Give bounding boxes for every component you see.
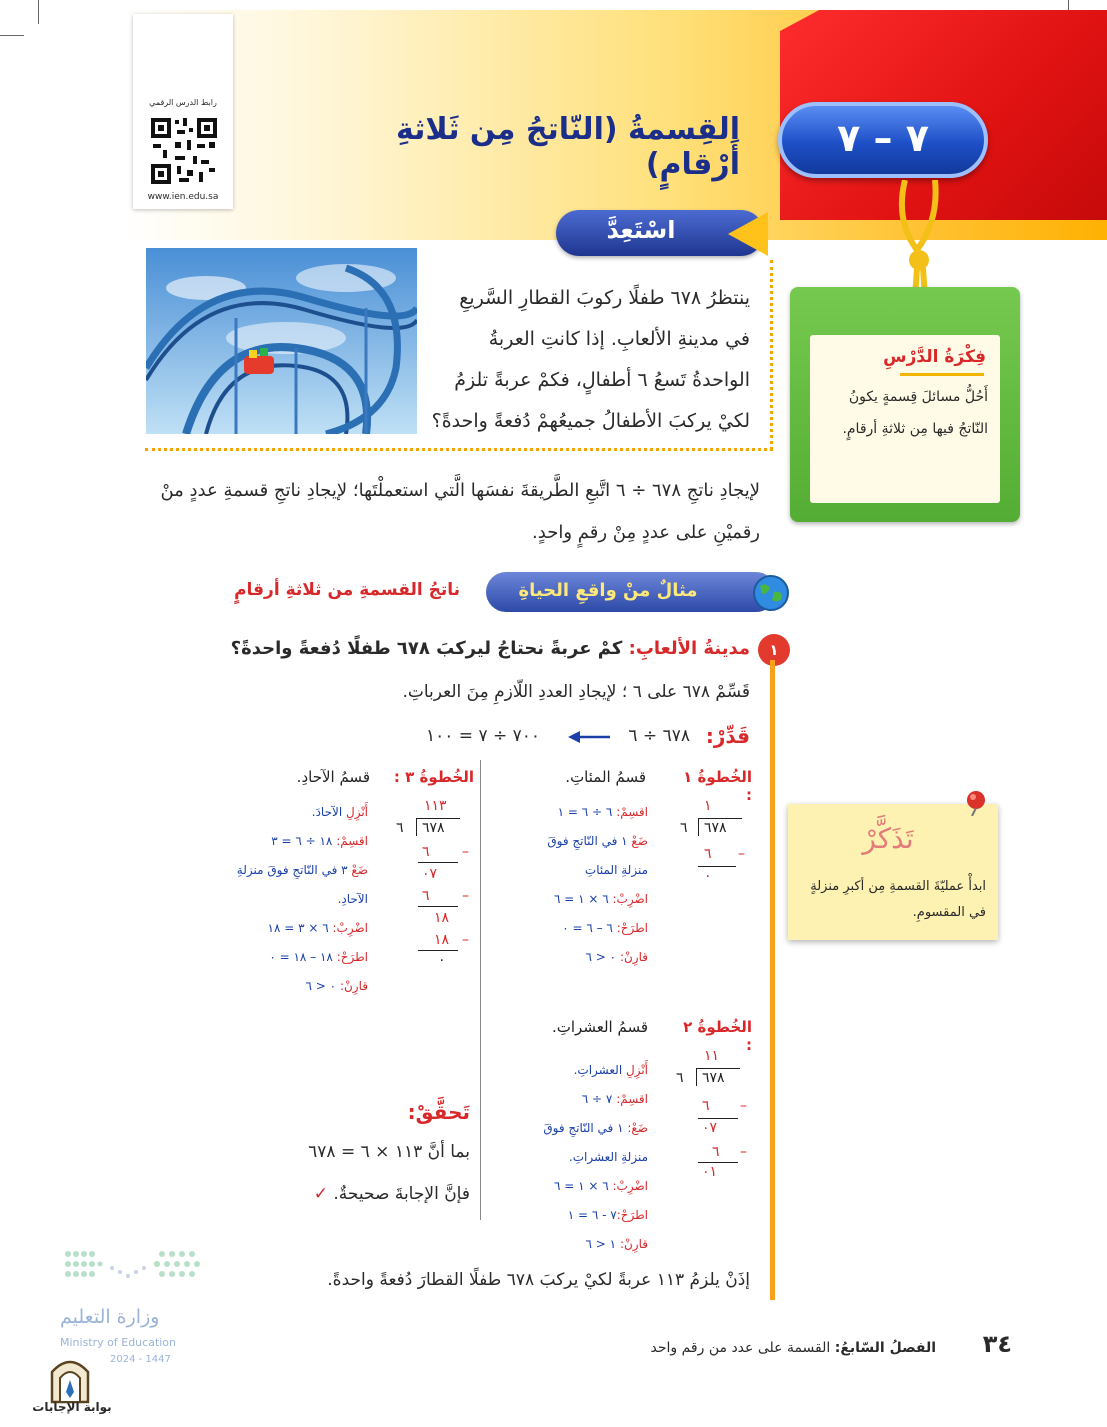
footer-chapter-line	[576, 1340, 936, 1356]
division-bar	[698, 818, 742, 819]
check-conclusion	[260, 1184, 470, 1204]
crop-mark	[38, 0, 39, 24]
step-line	[488, 827, 648, 856]
lesson-number: ٧ – ٧	[837, 116, 929, 160]
step-keyword: اطرَحْ:	[616, 921, 648, 935]
subtract-line	[418, 950, 458, 951]
step-value: ٦ × ١ = ٦	[553, 892, 613, 906]
step-value: العشراتِ.	[573, 1063, 626, 1077]
step-value: ١ < ٦	[585, 1237, 620, 1251]
lesson-idea-title: فِكْرَةُ الدَّرْسِ	[883, 347, 986, 367]
accent-bar	[770, 660, 775, 1300]
lesson-idea-text: أَحُلُّ مسائلَ قِسمةٍ يكونُ النّاتجُ فيها مِن ثلاثةِ أرقامٍ.	[842, 389, 988, 437]
step1-divisor: ٦	[680, 820, 688, 836]
answers-gate-text[interactable]: بوابة الإجابات	[32, 1400, 112, 1414]
step-keyword: اضْرِبْ:	[332, 921, 368, 935]
step-value: ١٨ ÷ ٦ = ٣	[271, 834, 337, 848]
step-value: منزلةِ المئاتِ	[584, 863, 648, 877]
step-value: ٧ - ٦ = ١	[567, 1208, 617, 1222]
check-conclusion-text: فإنَّ الإجابةَ صحيحةٌ.	[333, 1184, 470, 1204]
step3-subtitle: قسمُ الآحادِ.	[296, 768, 370, 786]
footer-chapter-title: القسمة على عدد من رقم واحد	[650, 1340, 835, 1356]
step-keyword: اقسِمْ:	[616, 1092, 648, 1106]
division-bracket	[696, 1068, 697, 1086]
step-line	[488, 1230, 648, 1259]
step3-quotient: ١١٣	[424, 798, 447, 814]
qr-label: رابط الدرس الرقمي	[149, 98, 217, 107]
step3-subtrahend2: ٦	[422, 888, 430, 904]
dotted-divider	[145, 448, 773, 451]
rope-icon	[895, 180, 945, 300]
step3-divisor: ٦	[396, 820, 404, 836]
subtract-line	[418, 862, 458, 863]
subtract-line	[698, 1118, 738, 1119]
step-value: ٦ – ٦ = ٠	[562, 921, 617, 935]
division-bracket	[416, 818, 417, 836]
step-value: الآحادِ.	[337, 892, 368, 906]
ready-problem-text: ينتظرُ ٦٧٨ طفلًا ركوبَ القطارِ السَّريعِ في مدينةِ الألعابِ. إذا كانتِ العربةُ الواحدةُ تَسعُ ٦ أطفالٍ، فكمْ عربةً تلزمُ لكيْ يركبَ الأطفالُ جميعُهمْ دُفعةً واحدةً؟	[431, 287, 750, 432]
step-keyword: ضَعْ:	[627, 1121, 648, 1135]
step-keyword: اقسِمْ:	[616, 805, 648, 819]
step2-subtrahend2: ٦	[712, 1144, 720, 1160]
ministry-name-english: Ministry of Education	[60, 1336, 177, 1349]
step-keyword: اطرَحْ:	[336, 950, 368, 964]
step-value: ٧ ÷ ٦	[581, 1092, 617, 1106]
step1-remainder: ٠	[704, 868, 712, 884]
step-keyword: أَنْزِلِ	[345, 805, 368, 819]
minus-sign: –	[462, 844, 469, 860]
remember-note	[788, 804, 998, 940]
step2-explanation	[488, 1056, 648, 1259]
step-line	[488, 1056, 648, 1085]
dotted-divider	[770, 260, 773, 450]
example-instruction: قَسِّمْ ٦٧٨ على ٦ ؛ لإيجادِ العددِ اللّازمِ مِنَ العرباتِ.	[402, 682, 750, 702]
example-conclusion: إذَنْ يلزمُ ١١٣ عربةً لكيْ يركبَ ٦٧٨ طفلًا القطارَ دُفعةً واحدةً.	[327, 1270, 750, 1290]
example-subtitle: ناتجُ القسمةِ من ثلاثةِ أرقامٍ	[234, 580, 460, 600]
ready-arrow-icon	[728, 212, 768, 256]
step1-subtitle: قسمُ المئاتِ.	[565, 768, 646, 786]
ready-label: اسْتَعِدَّ	[606, 216, 676, 244]
step1-subtrahend: ٦	[704, 846, 712, 862]
estimate-label: قَدِّرْ:	[705, 724, 750, 748]
roller-coaster-image	[146, 248, 417, 434]
step-keyword: اطرَحْ:	[616, 1208, 648, 1222]
step-value: ١ في النّاتجِ فوقَ	[547, 834, 632, 848]
step2-remainder: ٠١	[702, 1164, 718, 1180]
step-keyword: اقسِمْ:	[336, 834, 368, 848]
lesson-idea-panel	[810, 335, 1000, 503]
step2-subtitle: قسمُ العشراتِ.	[552, 1018, 648, 1036]
step3-row3: ١٨	[434, 910, 450, 926]
step-value: ٠ < ٦	[585, 950, 620, 964]
qr-card[interactable]	[133, 14, 233, 209]
step-line	[488, 1085, 648, 1114]
page-number: ٣٤	[982, 1330, 1012, 1358]
pushpin-icon	[962, 788, 990, 816]
step-keyword: اضْرِبْ:	[612, 892, 648, 906]
intro-paragraph: لإيجادِ ناتجِ ٦٧٨ ÷ ٦ اتَّبعِ الطَّريقةَ نفسَها الَّتي استعملْتَها؛ لإيجادِ ناتجِ قسمةِ عددٍ منْ رقميْنِ على عددٍ مِنْ رقمٍ واحدٍ.	[160, 480, 760, 543]
step-value: ١ في النّاتجِ فوقَ	[543, 1121, 628, 1135]
step-value: منزلةِ العشراتِ.	[568, 1150, 648, 1164]
minus-sign: –	[462, 932, 469, 948]
ministry-logo-icon	[62, 1248, 202, 1288]
lesson-idea-card	[790, 287, 1020, 522]
step-line	[176, 914, 368, 943]
step-line	[488, 1201, 648, 1230]
step-keyword: قارِنْ:	[339, 979, 368, 993]
step-line	[176, 885, 368, 914]
step3-long-division	[388, 796, 478, 976]
step3-explanation	[176, 798, 368, 1001]
subtract-line	[418, 906, 458, 907]
step-value: ٦ ÷ ٦ = ١	[557, 805, 617, 819]
step-line	[488, 1114, 648, 1143]
example-question-text: كمْ عربةً نحتاجُ ليركبَ ٦٧٨ طفلًا دُفعةً واحدةً؟	[230, 638, 629, 659]
step1-quotient: ١	[704, 798, 712, 814]
step-value: ٠ < ٦	[305, 979, 340, 993]
qr-code-icon[interactable]	[149, 116, 219, 186]
step-value: ١٨ – ١٨ = ٠	[269, 950, 337, 964]
crop-mark	[0, 35, 24, 36]
estimate-result: ٧٠٠ ÷ ٧ = ١٠٠	[426, 726, 541, 746]
step2-subtrahend1: ٦	[702, 1098, 710, 1114]
step-keyword: أَنْزِلِ	[625, 1063, 648, 1077]
step1-dividend: ٦٧٨	[704, 820, 727, 836]
step2-long-division	[668, 1046, 758, 1186]
step3-title: الخُطوةُ ٣ :	[393, 768, 474, 786]
step-value: ٦ × ١ = ٦	[553, 1179, 613, 1193]
step-line	[176, 943, 368, 972]
step-line	[488, 885, 648, 914]
division-bar	[416, 818, 460, 819]
subtract-line	[698, 1162, 738, 1163]
step2-quotient: ١١	[704, 1048, 720, 1064]
step1-explanation	[488, 798, 648, 972]
left-arrow-icon	[568, 730, 610, 744]
title-underline	[900, 373, 984, 376]
footer-chapter-label: الفصلُ السّابعُ:	[834, 1340, 936, 1356]
example-label: مثالٌ منْ واقعِ الحياةِ	[518, 580, 698, 601]
minus-sign: –	[740, 1144, 747, 1160]
ministry-name-arabic: وزارة التعليم	[60, 1306, 160, 1328]
step3-subtrahend3: ١٨	[434, 932, 450, 948]
step-keyword: قارِنْ:	[619, 1237, 648, 1251]
remember-title: تَذَكَّرْ	[862, 822, 914, 855]
division-bracket	[698, 818, 699, 836]
step3-subtrahend1: ٦	[422, 844, 430, 860]
step-line	[488, 798, 648, 827]
globe-icon	[752, 574, 790, 612]
step-line	[488, 1172, 648, 1201]
step-line	[488, 856, 648, 885]
ministry-year: 2024 - 1447	[110, 1354, 171, 1365]
qr-url[interactable]: www.ien.edu.sa	[147, 192, 219, 202]
step1-long-division	[676, 796, 756, 906]
step-line	[488, 914, 648, 943]
example-banner	[486, 572, 776, 612]
lesson-title: القِسمةُ (النّاتجُ مِن ثَلاثةِ أَرْقامٍ)	[395, 112, 740, 182]
example-question-label: مدينةُ الألعابِ:	[628, 638, 750, 659]
step2-row2: ٠٧	[702, 1120, 718, 1136]
step1-title: الخُطوةُ ١ :	[683, 768, 752, 804]
check-statement: بما أنَّ ١١٣ × ٦ = ٦٧٨	[308, 1142, 470, 1162]
step-value: ٦ × ٣ = ١٨	[267, 921, 333, 935]
minus-sign: –	[740, 1098, 747, 1114]
step-line	[488, 943, 648, 972]
step-keyword: ضَعْ	[351, 863, 368, 877]
minus-sign: –	[738, 846, 745, 862]
minus-sign: –	[462, 888, 469, 904]
step3-row2: ٠٧	[422, 866, 438, 882]
step2-dividend: ٦٧٨	[702, 1070, 725, 1086]
check-title: تَحقَّقْ:	[407, 1100, 470, 1124]
subtract-line	[698, 866, 736, 867]
step2-title: الخُطوةُ ٢ :	[683, 1018, 752, 1054]
step-line	[176, 972, 368, 1001]
checkmark-icon: ✓	[313, 1184, 328, 1204]
step3-remainder: ٠	[438, 952, 446, 968]
step-line	[176, 827, 368, 856]
division-bar	[696, 1068, 740, 1069]
remember-text: ابدأْ عمليّةَ القسمةِ مِن أكبرِ منزلةٍ في المقسومِ.	[810, 879, 986, 920]
lesson-number-badge	[778, 102, 988, 178]
estimate-expression: ٦٧٨ ÷ ٦	[628, 726, 690, 746]
answers-gate-logo-icon[interactable]	[48, 1352, 92, 1404]
step3-dividend: ٦٧٨	[422, 820, 445, 836]
step-line	[176, 856, 368, 885]
column-divider	[480, 760, 481, 1220]
step-value: الآحادَ.	[311, 805, 346, 819]
step-keyword: قارِنْ:	[619, 950, 648, 964]
step-line	[488, 1143, 648, 1172]
step-line	[176, 798, 368, 827]
step-keyword: اضْرِبْ:	[612, 1179, 648, 1193]
example-question	[210, 638, 750, 659]
step-keyword: ضَعْ	[631, 834, 648, 848]
step2-divisor: ٦	[676, 1070, 684, 1086]
example-number-badge: ١	[758, 634, 790, 666]
step-value: ٣ في النّاتجِ فوقَ منزلةِ	[236, 863, 352, 877]
